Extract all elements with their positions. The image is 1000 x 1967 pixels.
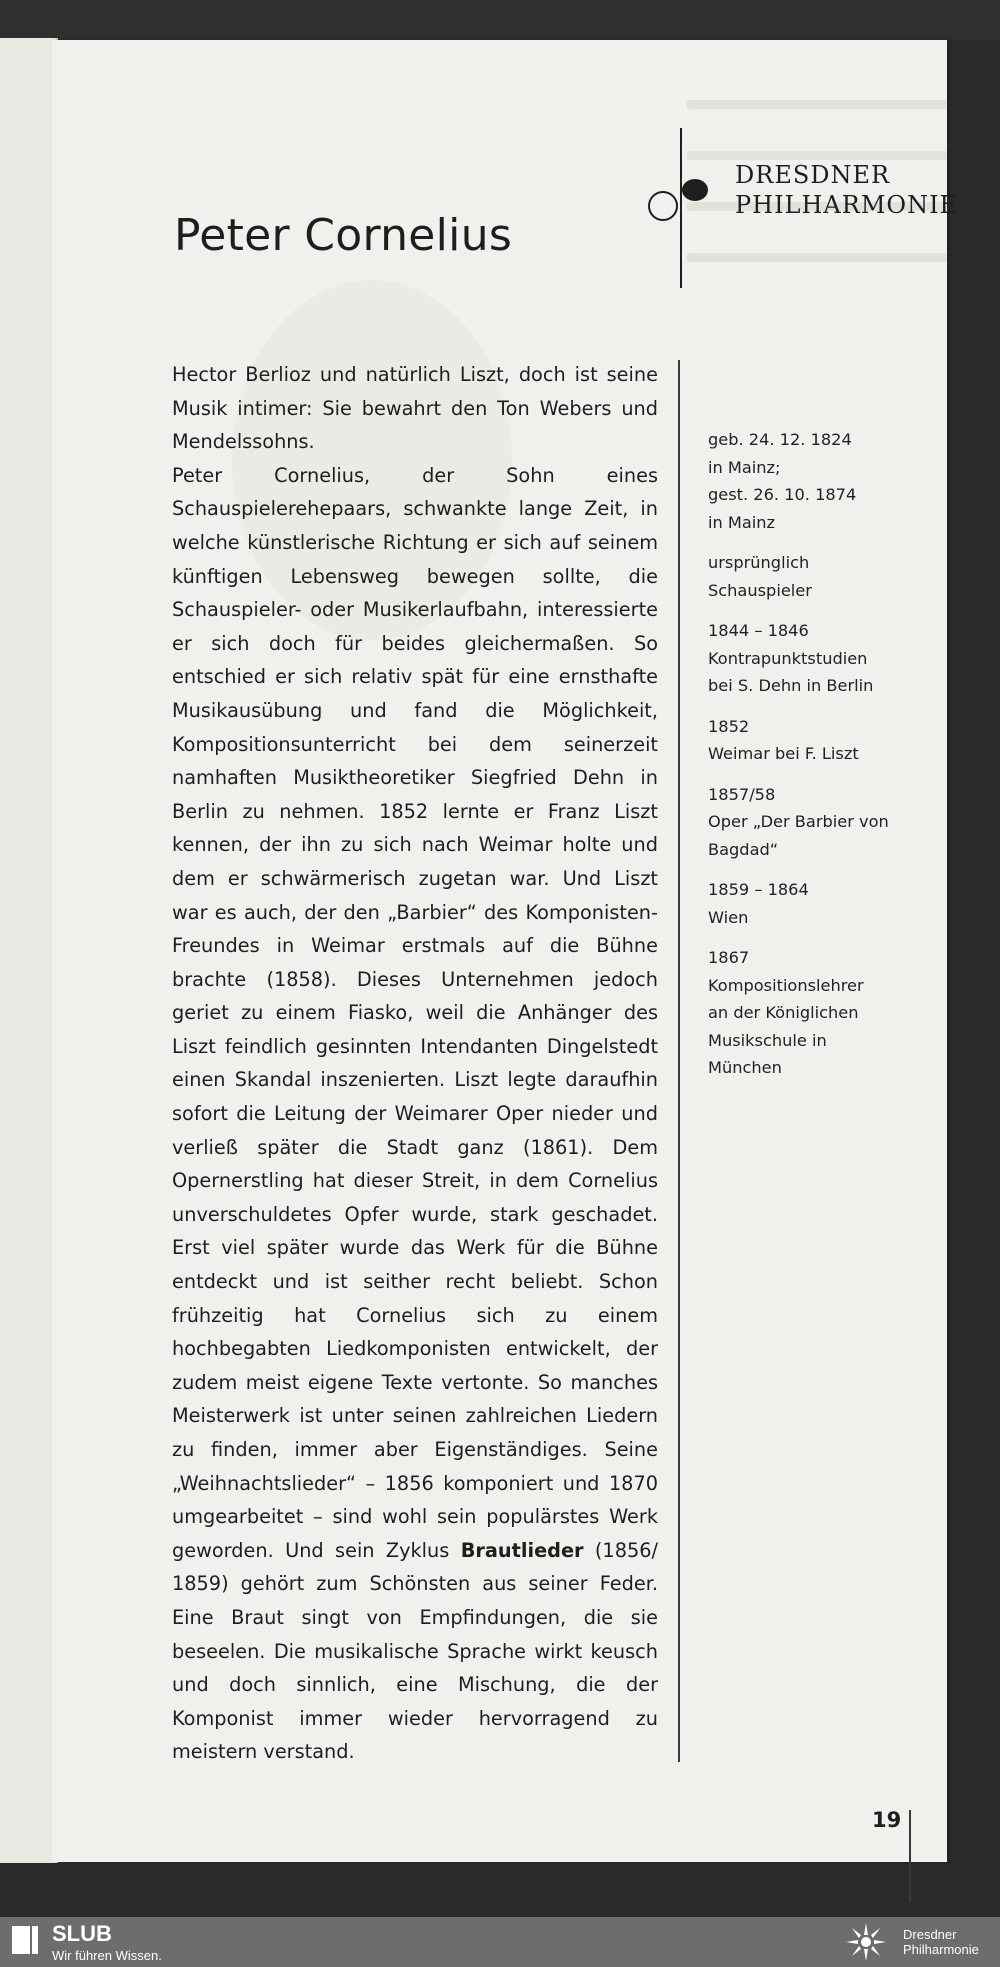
sidebar-entry [708,549,933,604]
sidebar-line: Kompositionslehrer [708,975,864,995]
sidebar-line: 1859 – 1864 [708,880,809,899]
sidebar-line: 1844 – 1846 [708,621,809,640]
sidebar-entry [708,713,933,768]
philharmonie-footer-text [903,1927,979,1957]
biography-sidebar [708,426,933,1095]
sidebar-line: geb. 24. 12. 1824 [708,430,852,449]
column-divider [678,360,680,1762]
slub-name: SLUB [52,1921,112,1946]
logo-line-1: DRESDNER [735,161,891,189]
sidebar-line: München [708,1058,782,1077]
dp-line-2: Philharmonie [903,1942,979,1957]
sidebar-line: Musikschule in [708,1030,827,1050]
body-text-run: (1856/ 1859) gehört zum Schönsten aus seiner Feder. Eine Braut singt von Empfindungen, die sie beseelen. Die musikalische Sprache wirkt keusch und doch sinnlich, eine Mischung, die der Komponist immer wieder hervorragend zu meistern verstand. [172,1538,658,1764]
body-paragraph [172,358,658,459]
sidebar-line: in Mainz; [708,457,781,477]
body-text-run: Peter Cornelius, der Sohn eines Schauspielerehepaars, schwankte lange Zeit, in welche künstlerische Richtung er sich auf seinem künftigen Lebensweg bewegen sollte, die Schauspieler- oder Musikerlaufbahn, interessierte er sich doch für beides gleichermaßen. So entschied er sich relativ spät für eine ernsthafte Musikausübung und fand die Möglichkeit, Kompositionsunterricht bei dem seinerzeit namhaften Musiktheoretiker Siegfried Dehn in Berlin zu nehmen. 1852 lernte er Franz Liszt kennen, der ihn zu sich nach Weimar holte und dem er schwärmerisch zugetan war. Und Liszt war es auch, der den „Barbier“ des Komponisten-Freundes in Weimar erstmals auf die Bühne brachte (1858). Dieses Unternehmen jedoch geriet zu einem Fiasko, weil die Anhänger des Liszt feindlich gesinnten Intendanten Dingelstedt einen Skandal inszenierten. Liszt legte daraufhin sofort die Leitung der Weimarer Oper nieder und verließ später die Stadt ganz (1861). Dem Opernerstling hat dieser Streit, in dem Cornelius unverschuldetes Opfer wurde, stark geschadet. Erst viel später wurde das Werk für die Bühne entdeckt und ist seither recht beliebt. Schon frühzeitig hat Cornelius sich zu einem hochbegabten Liedkomponisten entwickelt, der zudem meist eigene Texte vertonte. So manches Meisterwerk ist unter seinen zahlreichen Liedern zu finden, immer aber Eigenständiges. Seine „Weihnachtslieder“ – 1856 komponiert und 1870 umgearbeitet – sind wohl sein populärstes Werk geworden. Und sein Zyklus [172,463,658,1562]
footer-bar [0,1917,1000,1967]
sidebar-line: bei S. Dehn in Berlin [708,676,874,695]
sidebar-line: 1852 [708,716,750,736]
logo-text [735,160,958,220]
philharmonie-sunburst-icon [842,1919,890,1965]
document-page [52,40,959,1862]
sidebar-entry [708,617,933,700]
sidebar-line: Bagdad“ [708,839,779,859]
sidebar-line: Weimar bei F. Liszt [708,744,859,763]
dp-line-1: Dresdner [903,1927,957,1942]
body-paragraph [172,459,658,1769]
sidebar-line: in Mainz [708,512,776,532]
sidebar-line: Oper „Der Barbier von [708,812,889,831]
sidebar-line: Kontrapunktstudien [708,648,868,668]
scan-top-edge [0,0,1000,40]
dresdner-philharmonie-logo [647,128,959,298]
body-text-run: Hector Berlioz und natürlich Liszt, doch ist seine Musik intimer: Sie bewahrt den Ton Webers und Mendelssohns. [172,363,658,454]
page-number: 19 [872,1808,902,1832]
logo-line-2: PHILHARMONIE [735,191,959,219]
sidebar-line: 1857/58 [708,784,776,804]
slub-logo-icon [12,1926,38,1954]
sidebar-line: Schauspieler [708,580,812,600]
sidebar-entry [708,944,933,1082]
sidebar-line: an der Königlichen [708,1003,859,1022]
sidebar-entry [708,876,933,931]
logo-d-mark-icon [647,168,709,230]
sidebar-entry [708,781,933,864]
sidebar-line: gest. 26. 10. 1874 [708,485,857,504]
page-title: Peter Cornelius [174,210,513,261]
sidebar-entry [708,426,933,536]
page-number-rule [909,1810,911,1902]
slub-tagline: Wir führen Wissen. [52,1948,162,1963]
sidebar-line: ursprünglich [708,553,810,572]
previous-page-edge [0,38,58,1863]
article-body [172,358,658,1769]
sidebar-line: Wien [708,907,749,927]
work-title: Brautlieder [460,1538,584,1562]
sidebar-line: 1867 [708,948,750,967]
